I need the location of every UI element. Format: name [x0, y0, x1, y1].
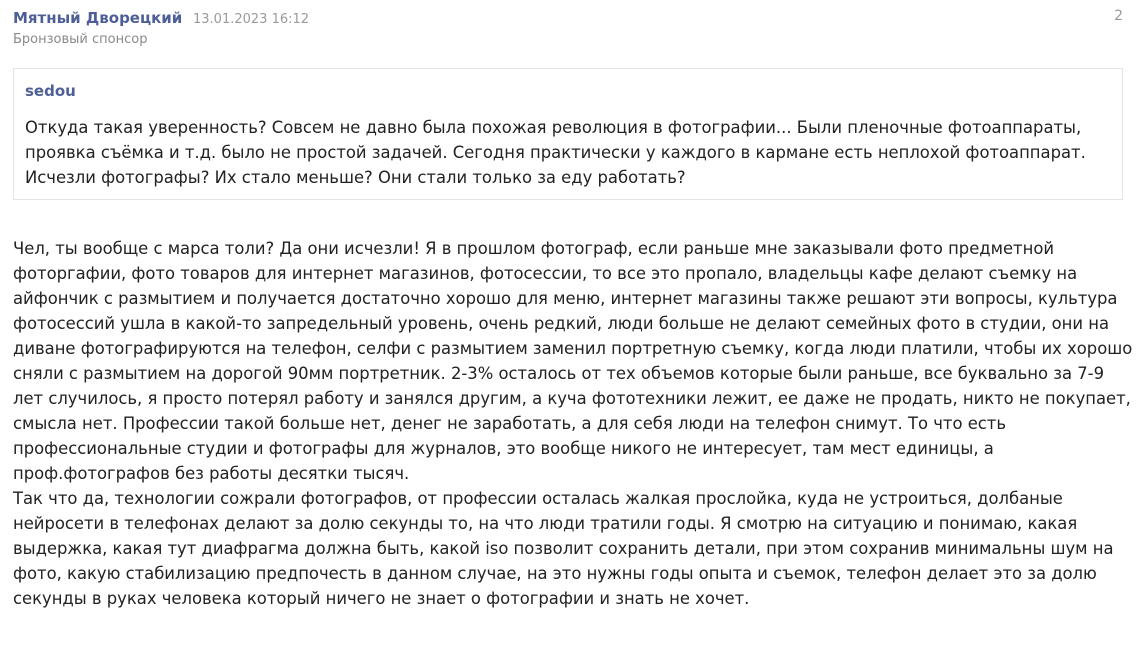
author-name-link[interactable]: Мятный Дворецкий	[13, 9, 183, 27]
post-timestamp[interactable]: 13.01.2023 16:12	[193, 12, 310, 27]
quote-text: Откуда такая уверенность? Совсем не давно была похожая революция в фотографии... Были пленочные фотоаппараты, проявка съёмка и т.д. было не простой задачей. Сегодня практически у каждого в кармане есть неплохой фотоаппарат. Исчезли фотографы? Их стало меньше? Они стали только за еду работать?	[25, 118, 1086, 187]
author-role-badge: Бронзовый спонсор	[13, 32, 148, 47]
post-paragraph: Так что да, технологии сожрали фотографов, от профессии осталась жалкая прослойка, куда не устроиться, долбаные нейросети в телефонах делают за долю секунды то, на что люди тратили годы. Я смотрю на ситуацию и понимаю, какая выдержка, какая тут диафрагма должна быть, какой iso позволит сохранить детали, при этом сохранив минимальны шум на фото, какую стабилизацию предпочесть в данном случае, на это нужны годы опыта и съемок, телефон делает это за долю секунды в руках человека который ничего не знает о фотографии и знать не хочет.	[13, 489, 1114, 608]
post-paragraph: Чел, ты вообще с марса толи? Да они исчезли! Я в прошлом фотограф, если раньше мне заказывали фото предметной фоторгафии, фото товаров для интернет магазинов, фотосессии, то все это пропало, владельцы кафе делают съемку на айфончик с размытием и получается достаточно хорошо для меню, интернет магазины также решают эти вопросы, культура фотосессий ушла в какой-то запредельный уровень, очень редкий, люди больше не делают семейных фото в студии, они на диване фотографируются на телефон, селфи с размытием заменил портретную съемку, когда люди платили, чтобы их хорошо сняли с размытием на дорогой 90мм портретник. 2-3% осталось от тех объемов которые были раньше, все буквально за 7-9 лет случилось, я просто потерял работу и занялся другим, а куча фототехники лежит, ее даже не продать, никто не покупает, смысла нет. Профессии такой больше нет, денег не заработать, а для себя люди на телефон снимут. То что есть профессиональные студии и фотографы для журналов, это вообще никого не интересует, там мест единицы, а проф.фотографов без работы десятки тысяч.	[13, 239, 1133, 483]
quote-block	[13, 68, 1123, 200]
quote-author-link[interactable]: sedou	[25, 82, 76, 100]
post-number-link[interactable]: 2	[1114, 8, 1123, 24]
